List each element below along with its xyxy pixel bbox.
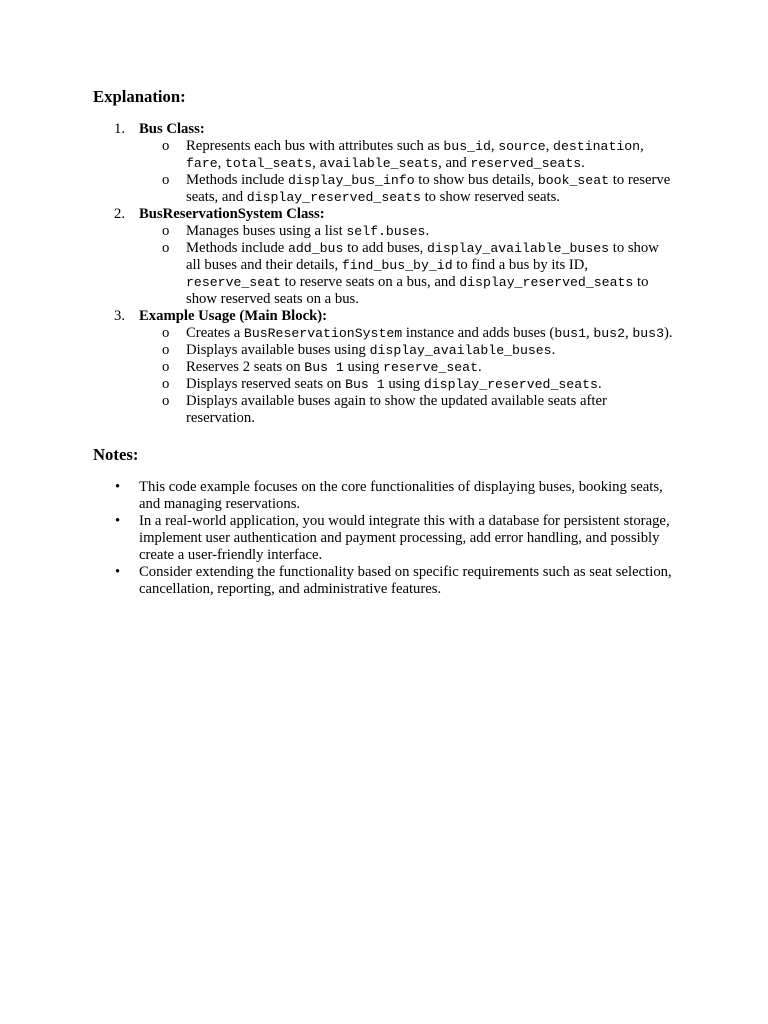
sub-item-text: [186, 240, 659, 307]
sub-item: [139, 138, 673, 172]
text-span: .: [478, 359, 482, 375]
text-span: ,: [640, 138, 644, 154]
note-text: In a real-world application, you would integrate this with a database for persistent storage, implement user authentication and payment processing, add error handling, and possibly create a user-friendly interface.: [139, 513, 670, 563]
text-span: ,: [545, 138, 554, 154]
sub-item: [139, 376, 673, 393]
text-span: Displays available buses using: [186, 342, 370, 358]
code-span: source: [498, 139, 546, 154]
sub-item: [139, 393, 673, 427]
item-number: 2.: [114, 206, 126, 222]
note-text: Consider extending the functionality based on specific requirements such as seat selection, cancellation, reporting, and administrative features.: [139, 564, 672, 597]
circle-bullet-icon: o: [162, 376, 170, 392]
text-span: , and: [438, 155, 471, 171]
circle-bullet-icon: o: [162, 359, 170, 375]
notes-list: [93, 479, 673, 598]
item-number: 1.: [114, 121, 126, 137]
text-span: Methods include: [186, 172, 288, 188]
text-span: to reserve seats, and: [186, 172, 671, 205]
code-span: book_seat: [537, 173, 610, 188]
text-span: ,: [490, 138, 499, 154]
text-span: .: [597, 376, 602, 392]
code-span: reserve_seat: [383, 360, 479, 375]
text-span: Represents each bus with attributes such as: [186, 138, 444, 154]
code-span: bus_id: [443, 139, 491, 154]
item-label: BusReservationSystem Class:: [139, 206, 325, 222]
text-span: .: [551, 342, 556, 358]
circle-bullet-icon: o: [162, 240, 170, 256]
circle-bullet-icon: o: [162, 393, 170, 409]
code-span: Bus 1: [304, 360, 344, 375]
item-label: Bus Class:: [139, 121, 205, 137]
sub-item-text: [186, 393, 607, 426]
text-span: Displays reserved seats on: [186, 376, 346, 392]
sub-item-text: [186, 138, 644, 171]
code-span: display_available_buses: [369, 343, 552, 358]
code-span: display_reserved_seats: [246, 190, 421, 205]
code-span: self.buses: [346, 224, 426, 239]
sub-item-text: [186, 325, 673, 341]
code-span: find_bus_by_id: [341, 258, 453, 273]
code-span: bus3: [632, 326, 664, 341]
code-span: BusReservationSystem: [243, 326, 403, 341]
text-span: using: [384, 376, 424, 392]
text-span: to show bus details,: [414, 172, 538, 188]
text-span: .: [425, 223, 430, 239]
text-span: instance and adds buses (: [402, 325, 555, 341]
notes-heading: Notes:: [93, 445, 139, 464]
text-span: ).: [663, 325, 673, 341]
text-span: Manages buses using a list: [186, 223, 347, 239]
code-span: add_bus: [287, 241, 344, 256]
text-span: Reserves 2 seats on: [186, 359, 305, 375]
item-label: Example Usage (Main Block):: [139, 308, 328, 324]
text-span: to show reserved seats.: [420, 189, 560, 205]
sub-item: [139, 240, 673, 308]
explanation-item: [93, 121, 673, 206]
text-span: to show reserved seats on a bus.: [186, 274, 649, 307]
text-span: .: [581, 155, 585, 171]
circle-bullet-icon: o: [162, 138, 170, 154]
circle-bullet-icon: o: [162, 172, 170, 188]
text-span: Displays available buses again to show the updated available seats after reservation.: [186, 393, 607, 426]
sub-item: [139, 342, 673, 359]
explanation-list: [93, 121, 673, 427]
text-span: ,: [217, 155, 225, 171]
text-span: Creates a: [186, 325, 244, 341]
note-item: [93, 564, 673, 598]
explanation-heading: Explanation:: [93, 87, 186, 106]
note-text: This code example focuses on the core functionalities of displaying buses, booking seats, and managing reservations.: [139, 479, 663, 512]
code-span: display_available_buses: [427, 241, 610, 256]
sub-item-text: [186, 223, 429, 239]
circle-bullet-icon: o: [162, 325, 170, 341]
bullet-dot-icon: •: [115, 513, 121, 529]
code-span: display_bus_info: [287, 173, 415, 188]
sub-item-text: [186, 172, 670, 205]
circle-bullet-icon: o: [162, 223, 170, 239]
text-span: to reserve seats on a bus, and: [280, 274, 460, 290]
code-span: reserve_seat: [186, 275, 281, 290]
code-span: Bus 1: [345, 377, 385, 392]
document-page: [93, 86, 673, 598]
code-span: destination: [553, 139, 641, 154]
code-span: available_seats: [319, 156, 439, 171]
bullet-dot-icon: •: [115, 564, 121, 580]
text-span: to add buses,: [343, 240, 428, 256]
code-span: display_reserved_seats: [459, 275, 634, 290]
sub-item: [139, 359, 673, 376]
code-span: bus2: [593, 326, 625, 341]
code-span: fare: [186, 156, 218, 171]
bullet-dot-icon: •: [115, 479, 121, 495]
explanation-item: [93, 308, 673, 427]
sub-item-text: [186, 359, 482, 375]
text-span: using: [343, 359, 384, 375]
sub-item: [139, 172, 673, 206]
text-span: to find a bus by its ID,: [452, 257, 589, 273]
item-number: 3.: [114, 308, 126, 324]
code-span: reserved_seats: [470, 156, 582, 171]
circle-bullet-icon: o: [162, 342, 170, 358]
sub-item-text: [186, 376, 602, 392]
note-item: [93, 479, 673, 513]
text-span: ,: [312, 155, 320, 171]
code-span: bus1: [554, 326, 586, 341]
text-span: Methods include: [186, 240, 288, 256]
text-span: ,: [624, 325, 633, 341]
note-item: [93, 513, 673, 564]
sub-item: [139, 325, 673, 342]
sub-item-text: [186, 342, 555, 358]
sub-item: [139, 223, 673, 240]
text-span: to show all buses and their details,: [186, 240, 659, 273]
text-span: ,: [585, 325, 594, 341]
code-span: display_reserved_seats: [423, 377, 598, 392]
explanation-item: [93, 206, 673, 308]
code-span: total_seats: [225, 156, 313, 171]
